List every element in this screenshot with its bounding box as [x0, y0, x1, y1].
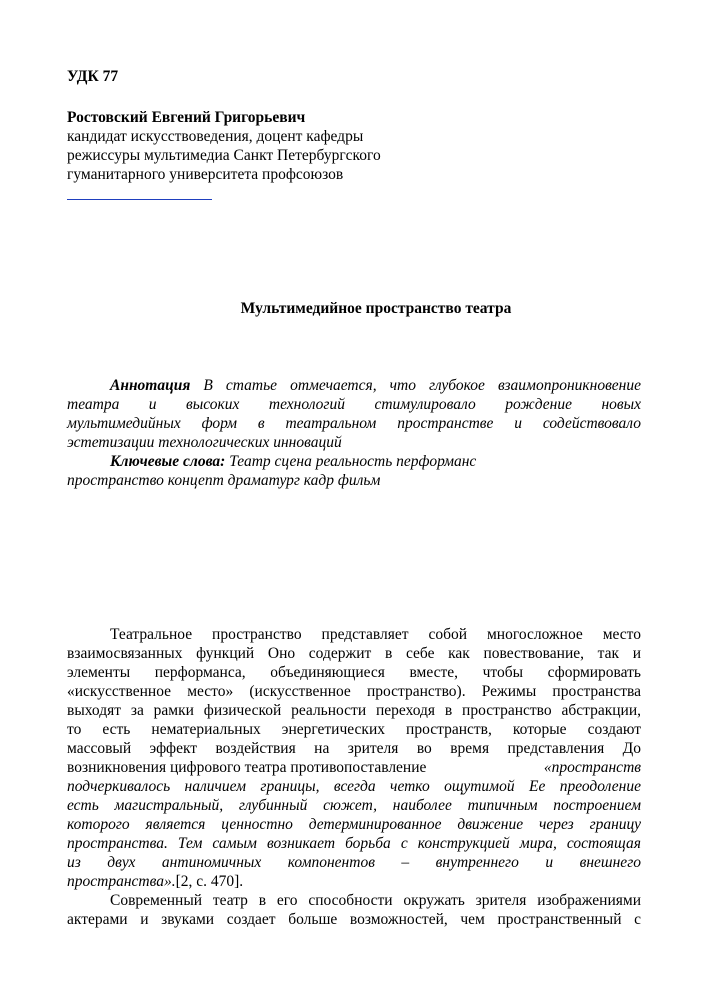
body-line: то есть нематериальных энергетических пространств, которые создают	[67, 721, 641, 738]
keywords-label: Ключевые слова:	[110, 453, 226, 470]
quote-line: подчеркивалось наличием границы, всегда четко ощутимой Ее преодоление	[67, 778, 641, 795]
keywords-text: пространство концепт драматург кадр фильм	[67, 472, 381, 489]
udk-code: УДК 77	[67, 68, 119, 85]
body-line: Театральное пространство представляет собой многосложное место	[110, 626, 641, 643]
quote-line: из двух антиномичных компонентов – внутреннего и внешнего	[67, 854, 641, 871]
abstract-line: театра и высоких технологий стимулировало рождение новых	[67, 396, 641, 413]
abstract-line: мультимедийных форм в театральном пространстве и содействовало	[67, 415, 641, 432]
quote-line: которого является ценностно детерминированное движение через границу	[67, 816, 641, 833]
body-line: взаимосвязанных функций Оно содержит в себе как повествование, так и	[67, 645, 641, 662]
abstract-line: эстетизации технологических инноваций	[67, 434, 342, 451]
abstract-text: В статье отмечается, что глубокое взаимопроникновение	[190, 377, 641, 394]
quote-line: есть магистральный, глубинный сюжет, наиболее типичным построением	[67, 797, 641, 814]
body-line: актерами и звуками создает больше возможностей, чем пространственный с	[67, 911, 641, 928]
quote-end: пространства».	[67, 873, 176, 890]
citation-reference: [2, с. 470].	[175, 873, 244, 890]
keywords-line	[110, 452, 476, 471]
author-name: Ростовский Евгений Григорьевич	[67, 109, 306, 126]
body-line: элементы перформанса, объединяющиеся вместе, чтобы сформировать	[67, 664, 641, 681]
body-line: Современный театр в его способности окружать зрителя изображениями	[110, 892, 641, 909]
affiliation-line: гуманитарного университета профсоюзов	[67, 166, 344, 183]
separator-rule	[67, 199, 212, 200]
affiliation-line: кандидат искусствоведения, доцент кафедры	[67, 128, 364, 145]
keywords-text: Театр сцена реальность перформанс	[225, 453, 477, 470]
quote-start: «пространств	[543, 759, 641, 776]
quote-line: пространства. Тем самым возникает борьба с конструкцией мира, состоящая	[67, 835, 641, 852]
affiliation-line: режиссуры мультимедиа Санкт Петербургского	[67, 147, 381, 164]
article-title: Мультимедийное пространство театра	[240, 300, 512, 317]
body-line: массовый эффект воздействия на зрителя во время представления До	[67, 740, 641, 757]
quote-end-line	[67, 872, 243, 891]
abstract-label: Аннотация	[110, 377, 191, 394]
body-line: выходят за рамки физической реальности переходя в пространство абстракции,	[67, 702, 641, 719]
abstract-first-line	[110, 376, 641, 395]
body-line: «искусственное место» (искусственное пространство). Режимы пространства	[67, 683, 641, 700]
body-line: возникновения цифрового театра противопоставление	[67, 759, 427, 776]
